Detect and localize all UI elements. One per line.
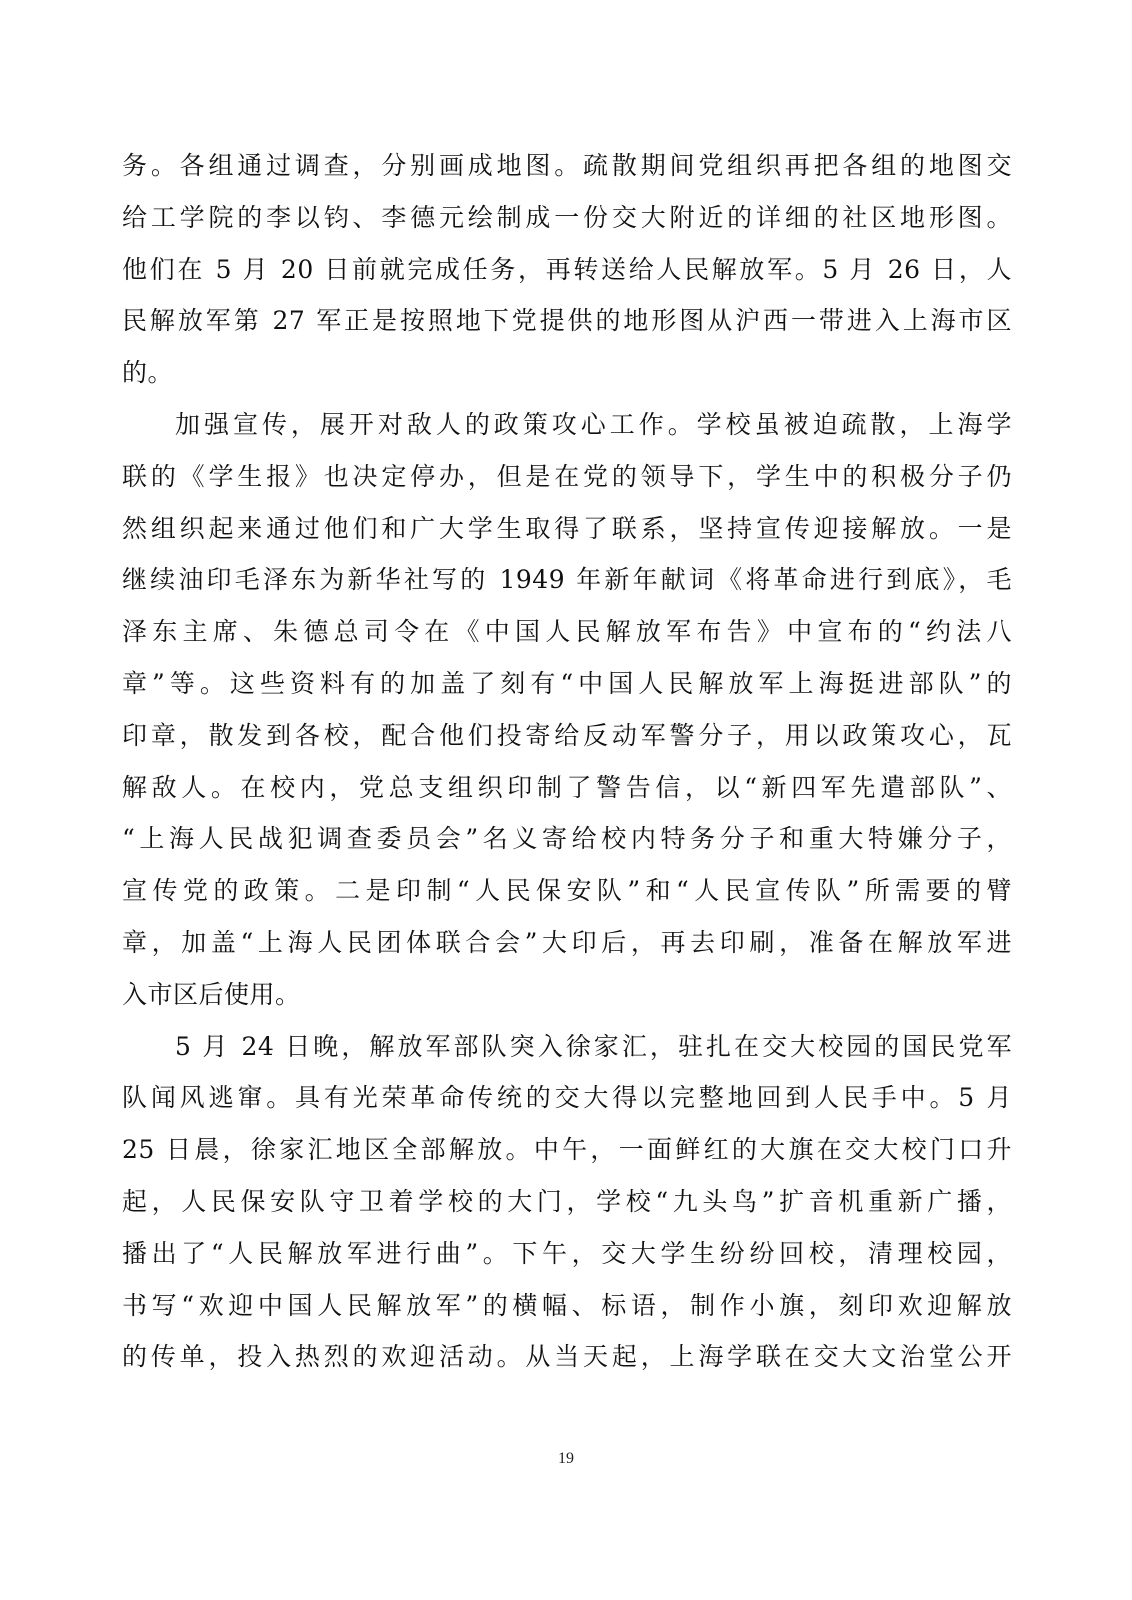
text-line: 章”等。这些资料有的加盖了刻有“中国人民解放军上海挺进部队”的 [122,668,1012,698]
text-line: 给工学院的李以钧、李德元绘制成一份交大附近的详细的社区地形图。 [122,202,1012,232]
text-line: 入市区后使用。 [122,979,301,1009]
text-line: 宣传党的政策。二是印制“人民保安队”和“人民宣传队”所需要的臂 [122,876,1012,906]
text-line: 章，加盖“上海人民团体联合会”大印后，再去印刷，准备在解放军进 [122,927,1012,957]
text-line: 务。各组通过调查，分别画成地图。疏散期间党组织再把各组的地图交 [122,151,1012,180]
paragraph-first-line: 加强宣传，展开对敌人的政策攻心工作。学校虽被迫疏散，上海学 [175,409,1012,439]
text-line: 书写“欢迎中国人民解放军”的横幅、标语，制作小旗，刻印欢迎解放 [122,1290,1012,1320]
text-line: 联的《学生报》也决定停办，但是在党的领导下，学生中的积极分子仍 [122,461,1012,491]
text-line: 起，人民保安队守卫着学校的大门，学校“九头鸟”扩音机重新广播， [122,1186,1012,1216]
text-line: 泽东主席、朱德总司令在《中国人民解放军布告》中宣布的“约法八 [122,617,1012,647]
text-line: 继续油印毛泽东为新华社写的 1949 年新年献词《将革命进行到底》，毛 [122,565,1012,595]
text-line: 播出了“人民解放军进行曲”。下午，交大学生纷纷回校，清理校园， [122,1238,1012,1268]
text-line: 的传单，投入热烈的欢迎活动。从当天起，上海学联在交大文治堂公开 [122,1342,1012,1372]
text-line: 队闻风逃窜。具有光荣革命传统的交大得以完整地回到人民手中。5 月 [122,1083,1012,1113]
body-text [122,140,1012,1383]
text-line: 25 日晨，徐家汇地区全部解放。中午，一面鲜红的大旗在交大校门口升 [122,1135,1012,1165]
paragraph-first-line: 5 月 24 日晚，解放军部队突入徐家汇，驻扎在交大校园的国民党军 [175,1031,1012,1061]
text-line: “上海人民战犯调查委员会”名义寄给校内特务分子和重大特嫌分子， [122,824,1012,854]
text-line: 然组织起来通过他们和广大学生取得了联系，坚持宣传迎接解放。一是 [122,513,1012,543]
text-line: 他们在 5 月 20 日前就完成任务，再转送给人民解放军。5 月 26 日，人 [122,254,1012,284]
text-line: 印章，散发到各校，配合他们投寄给反动军警分子，用以政策攻心，瓦 [122,720,1012,750]
text-line: 民解放军第 27 军正是按照地下党提供的地形图从沪西一带进入上海市区 [122,306,1012,336]
text-line: 解敌人。在校内，党总支组织印制了警告信，以“新四军先遣部队”、 [122,772,1012,802]
page-number: 19 [558,1450,574,1467]
text-line: 的。 [122,358,174,388]
